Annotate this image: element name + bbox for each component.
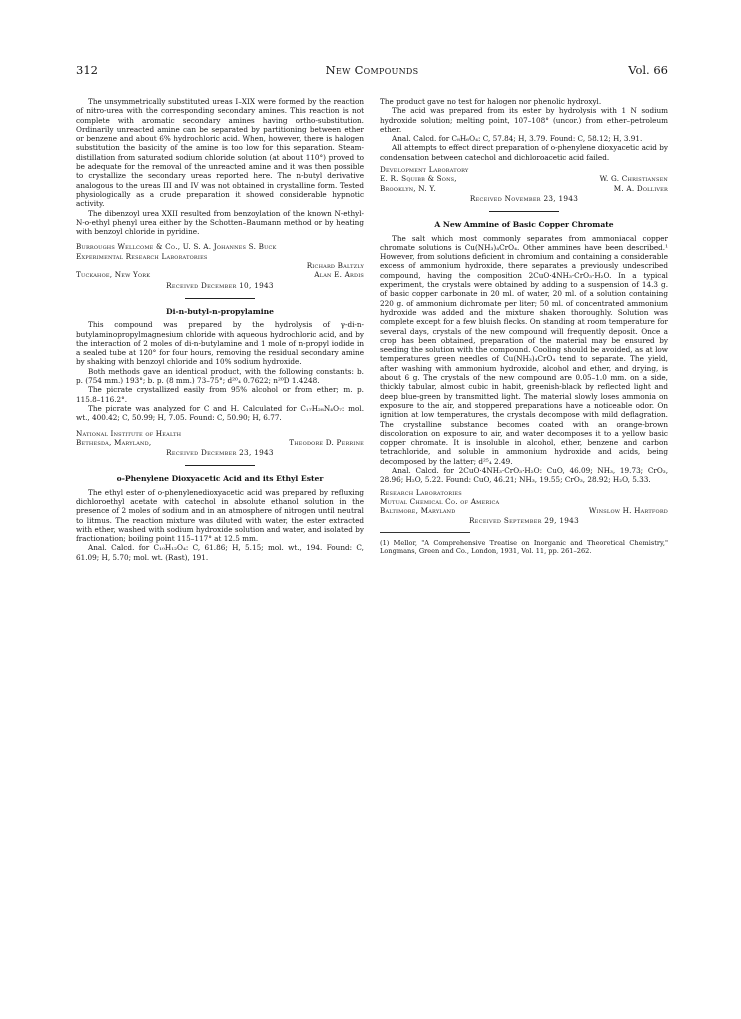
affiliation-1-city: Tuckahoe, New York	[76, 270, 151, 280]
affiliation-4-line-2: Mutual Chemical Co. of America	[380, 496, 500, 506]
received-date-3: Received November 23, 1943	[469, 193, 579, 203]
section-divider	[185, 465, 255, 466]
affiliation-2-institution: National Institute of Health	[76, 428, 182, 438]
dibutyl-paragraph-1: This compound was prepared by the hydrolysis of γ-di-n-butylaminopropylmagnesium chloride with aqueous hydrochloric acid, and by the interaction of 2 moles of di-n-butylamine and 1 mole of n-propyl iodide in a sealed tube at 120° for four hours, removing the residual secondary amine by shaking with benzoyl chloride and 10% sodium hydroxide.	[76, 320, 364, 367]
affiliation-1-author-2: Richard Baltzly	[306, 261, 364, 271]
copper-paragraph-2: Anal. Calcd. for 2CuO·4NH₃·CrO₃·H₂O: CuO, 46.09; NH₃, 19.73; CrO₃, 28.96; H₂O, 5.22. Found: CuO, 46.21; NH₃, 19.55; CrO₃, 28.92; H₂O, 5.33.	[380, 465, 668, 485]
section-title: New Compounds	[325, 63, 419, 77]
affiliation-1-line-1	[76, 242, 364, 251]
affiliation-3-city: Brooklyn, N. Y.	[380, 183, 436, 193]
affiliation-3-company-row	[380, 174, 668, 183]
affiliation-3-company: E. R. Squibb & Sons,	[380, 174, 457, 184]
affiliation-2-author: Theodore D. Perrine	[289, 437, 364, 447]
continued-paragraph-4: All attempts to effect direct preparation of o-phenylene dioxyacetic acid by condensation between catechol and dichloroacetic acid failed.	[380, 143, 668, 162]
article-title-dibutylpropylamine: Di-n-butyl-n-propylamine	[166, 306, 274, 316]
dibutyl-paragraph-2: Both methods gave an identical product, with the following constants: b. p. (754 mm.) 193°; b. p. (8 mm.) 73–75°; d²⁰₄ 0.7622; n²⁰D 1.4248.	[76, 366, 364, 386]
affiliation-3-line-1: Development Laboratory	[380, 165, 469, 175]
left-column	[76, 97, 364, 562]
phenylene-paragraph-2: Anal. Calcd. for C₁₀H₁₂O₄: C, 61.86; H, 5.15; mol. wt., 194. Found: C, 61.09; H, 5.70; mol. wt. (Rast), 191.	[76, 543, 364, 562]
affiliation-1-institution: Burroughs Wellcome & Co., U. S. A.	[76, 242, 212, 252]
dibutyl-paragraph-4: The picrate was analyzed for C and H. Calculated for C₁₇H₂₈N₄O₇: mol. wt., 400.42; C, 50.99; H, 7.05. Found: C, 50.90; H, 6.77.	[76, 403, 364, 423]
section-divider	[489, 211, 559, 212]
affiliation-3-city-row	[380, 184, 668, 193]
affiliation-4-city: Baltimore, Maryland	[380, 506, 456, 516]
affiliation-2-city-row	[76, 438, 364, 447]
ureas-paragraph-1: The unsymmetrically substituted ureas I–XIX were formed by the reaction of nitro-urea with the corresponding secondary amines. This reaction is not complete with aromatic secondary amines having ortho-substitution. Ordinarily unreacted amine can be separated by partitioning between ether or benzene and about 6% hydrochloric acid. When, however, there is halogen substitution the basicity of the amine is too low for this separation. Steam-distillation from saturated sodium chloride solution (at about 110°) proved to be adequate for the removal of the unreacted amine and it was then possible to crystallize the secondary ureas reported here. The n-butyl derivative analogous to the ureas III and IV was not obtained in crystalline form. Tested physiologically as a crude preparation it showed considerable hypnotic activity.	[76, 97, 364, 209]
right-column	[380, 97, 668, 556]
affiliation-1-author-3: Alan E. Ardis	[314, 270, 364, 280]
affiliation-1-author-1: Johannes S. Buck	[213, 242, 277, 252]
affiliation-3-author-1: W. G. Christiansen	[599, 174, 668, 184]
continued-paragraph-3: Anal. Calcd. for C₈H₆O₄: C, 57.84; H, 3.79. Found: C, 58.12; H, 3.91.	[392, 134, 643, 144]
phenylene-paragraph-1: The ethyl ester of o-phenylenedioxyacetic acid was prepared by refluxing dichloroethyl acetate with catechol in absolute ethanol solution in the presence of 2 moles of sodium and in an atmosphere of nitrogen until neutral to litmus. The reaction mixture was diluted with water, the ester extracted with ether, washed with sodium hydroxide solution and water, and isolated by fractionation; boiling point 115–117° at 12.5 mm.	[76, 487, 364, 544]
affiliation-1-city-row	[76, 270, 364, 279]
affiliation-4-city-row	[380, 506, 668, 515]
affiliation-3-author-2: M. A. Dolliver	[613, 183, 668, 193]
received-date-4: Received September 29, 1943	[469, 516, 579, 526]
volume-label: Vol. 66	[628, 63, 668, 77]
continued-paragraph-1: The product gave no test for halogen nor phenolic hydroxyl.	[380, 97, 602, 106]
dibutyl-paragraph-3: The picrate crystallized easily from 95% alcohol or from ether; m. p. 115.8–116.2°.	[76, 385, 364, 404]
footnote-rule	[380, 532, 470, 533]
footnote-1: (1) Mellor, "A Comprehensive Treatise on Inorganic and Theoretical Chemistry," Longmans, Green and Co., London, 1931, Vol. 11, pp. 261–262.	[380, 538, 668, 556]
received-date-1: Received December 10, 1943	[166, 280, 274, 290]
affiliation-1-line-2: Experimental Research Laboratories	[76, 251, 208, 261]
continued-paragraph-2: The acid was prepared from its ester by hydrolysis with 1 N sodium hydroxide solution; melting point, 107–108° (uncor.) from ether–petroleum ether.	[380, 106, 668, 134]
article-title-copper-chromate: A New Ammine of Basic Copper Chromate	[434, 220, 614, 230]
copper-paragraph-1: The salt which most commonly separates from ammoniacal copper chromate solutions is Cu(NH₃)₄CrO₄. Other ammines have been described.¹ However, from solutions deficient in chromium and containing a considerable excess of ammonium hydroxide, there separates a previously undescribed compound, having the composition 2CuO·4NH₃·CrO₃·H₂O. In a typical experiment, the crystals were obtained by adding to a suspension of 14.3 g. of basic copper carbonate in 20 ml. of water, 20 ml. of a solution containing 220 g. of ammonium dichromate per liter; 50 ml. of concentrated ammonium hydroxide was added and the mixture shaken thoroughly. Solution was complete except for a few bluish flecks. On standing at room temperature for several days, crystals of the new compound will frequently deposit. Once a crop has been obtained, preparation of the material may be ensured by seeding the solution with the compound. Cooling should be avoided, as at low temperatures green needles of Cu(NH₃)₄CrO₄ tend to separate. The yield, after washing with ammonium hydroxide, alcohol and ether, and drying, is about 6 g. The crystals of the new compound are 0.05–1.0 mm. on a side, thickly tabular, almost cubic in habit, greenish-black by reflected light and deep blue-green by transmitted light. The material slowly loses ammonia on exposure to the air, and stoppered preparations have a noticeable odor. On ignition at low temperatures, the crystals decompose with mild deflagration. The crystalline substance becomes coated with an orange-brown discoloration on exposure to air, and water decomposes it to a yellow basic copper chromate. It is insoluble in alcohol, ether, benzene and carbon tetrachloride, and soluble in ammonium hydroxide and acids, being decomposed by the latter; d²⁵₄ 2.49.	[380, 233, 668, 466]
section-divider	[185, 298, 255, 299]
ureas-paragraph-2: The dibenzoyl urea XXII resulted from benzoylation of the known N-ethyl-N-o-ethyl phenyl urea either by the Schotten–Baumann method or by heating with benzoyl chloride in pyridine.	[76, 208, 364, 237]
affiliation-4-line-1: Research Laboratories	[380, 487, 462, 497]
affiliation-4-author: Winslow H. Hartford	[588, 506, 668, 516]
page-number: 312	[76, 63, 98, 77]
affiliation-2-city: Bethesda, Maryland,	[76, 437, 152, 447]
page-header	[76, 62, 668, 78]
article-title-phenylene: o-Phenylene Dioxyacetic Acid and its Ethyl Ester	[116, 474, 324, 484]
received-date-2: Received December 23, 1943	[166, 448, 274, 458]
